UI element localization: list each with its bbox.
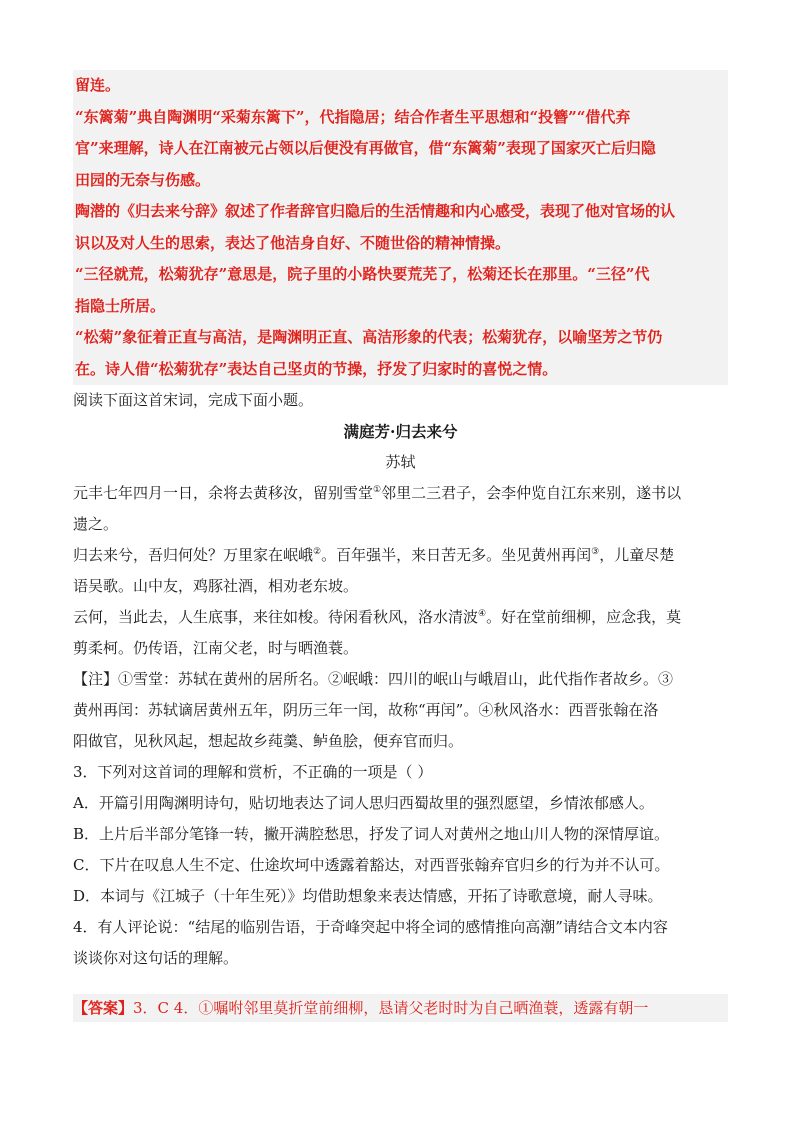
option-c: C．下片在叹息人生不定、仕途坎坷中透露着豁达，对西晋张翰弃官归乡的行为并不认可。 bbox=[73, 856, 670, 874]
answer-line: 陶潜的《归去来兮辞》叙述了作者辞官归隐后的生活情趣和内心感受，表现了他对官场的认 bbox=[75, 202, 676, 220]
option-b: B．上片后半部分笔锋一转，撇开满腔愁思，抒发了词人对黄州之地山川人物的深情厚谊。 bbox=[73, 825, 670, 843]
poem-text: 归去来兮，吾归何处？万里家在岷峨 bbox=[73, 546, 314, 564]
poem-text: ，儿童尽楚 bbox=[599, 546, 675, 564]
question-body bbox=[73, 385, 728, 974]
option-a: A．开篇引用陶渊明诗句，贴切地表达了词人思归西蜀故里的强烈愿望，乡情浓郁感人。 bbox=[73, 794, 654, 812]
poem-preface-end: 遗之。 bbox=[73, 515, 119, 533]
footnote-marker: ① bbox=[373, 485, 382, 495]
answer-line: 指隐士所居。 bbox=[75, 296, 166, 315]
poem-stanza-2 bbox=[73, 602, 728, 633]
poem-stanza-1 bbox=[73, 540, 728, 571]
answer-line: 留连。 bbox=[75, 76, 121, 94]
poem-text: 。好在堂前细柳，应念我，莫 bbox=[486, 608, 682, 626]
question-3-stem: 3．下列对这首词的理解和赏析，不正确的一项是（ ） bbox=[73, 763, 433, 781]
question-4-stem-end: 谈谈你对这句话的理解。 bbox=[73, 949, 239, 967]
preface-text: 邻里二三君子，会李仲览自江东来别，遂书以 bbox=[381, 484, 682, 502]
previous-answer-block bbox=[73, 70, 728, 385]
poem-text: 。百年强半，来日苦无多。坐见黄州再闰 bbox=[321, 546, 592, 564]
question-4-stem: 4．有人评论说：“结尾的临别告语，于奇峰突起中将全词的感情推向高潮”请结合文本内容 bbox=[73, 918, 668, 936]
document-page bbox=[73, 70, 728, 974]
notes-line: 【注】①雪堂：苏轼在黄州的居所名。②岷峨：四川的岷山与峨眉山，此代指作者故乡。③ bbox=[73, 670, 674, 688]
answer-line: 官”来理解，诗人在江南被元占领以后便没有再做官，借“东篱菊”表现了国家灭亡后归隐 bbox=[75, 139, 656, 157]
option-d: D．本词与《江城子（十年生死）》均借助想象来表达情感，开拓了诗歌意境，耐人寻味。 bbox=[73, 887, 663, 905]
answer-tag: 【答案】 bbox=[73, 999, 134, 1017]
poem-title: 满庭芳·归去来兮 bbox=[343, 422, 458, 441]
reading-instruction: 阅读下面这首宋词，完成下面小题。 bbox=[73, 391, 314, 409]
notes-line: 阳做官，见秋风起，想起故乡莼羹、鲈鱼脍，便弃官而归。 bbox=[73, 732, 464, 750]
answer-line-block bbox=[73, 994, 728, 1022]
answer-line: 田园的无奈与伤感。 bbox=[75, 170, 211, 189]
poem-preface bbox=[73, 478, 728, 509]
notes-line: 黄州再闰：苏轼谪居黄州五年，阴历三年一闰，故称“再闰”。④秋风洛水：西晋张翰在洛 bbox=[73, 701, 659, 719]
poem-author: 苏轼 bbox=[385, 453, 416, 471]
answer-line: 识以及对人生的思索，表达了他洁身自好、不随世俗的精神情操。 bbox=[75, 233, 511, 252]
poem-stanza-1-end: 语吴歌。山中友，鸡豚社酒，相劝老东坡。 bbox=[73, 577, 359, 595]
footnote-marker: ③ bbox=[591, 547, 600, 557]
answer-line: “东篱菊”典自陶渊明“采菊东篱下”，代指隐居；结合作者生平思想和“投簪”“借代弃 bbox=[75, 107, 631, 126]
answer-line: “三径就荒，松菊犹存”意思是，院子里的小路快要荒芜了，松菊还长在那里。“三径”代 bbox=[75, 265, 650, 283]
answer-line: 在。诗人借“松菊犹存”表达自己坚贞的节操，抒发了归家时的喜悦之情。 bbox=[75, 359, 558, 378]
poem-stanza-2-end: 剪柔柯。仍传语，江南父老，时与晒渔蓑。 bbox=[73, 639, 359, 657]
footnote-marker: ④ bbox=[478, 609, 487, 619]
footnote-marker: ② bbox=[313, 547, 322, 557]
answer-text: 3．C 4．①嘱咐邻里莫折堂前细柳，恳请父老时时为自己晒渔蓑，透露有朝一 bbox=[133, 999, 649, 1017]
answer-line: “松菊”象征着正直与高洁，是陶渊明正直、高洁形象的代表；松菊犹存，以喻坚芳之节仍 bbox=[75, 328, 663, 346]
preface-text: 元丰七年四月一日，余将去黄移汝，留别雪堂 bbox=[73, 484, 374, 502]
poem-text: 云何，当此去，人生底事，来往如梭。待闲看秋风，洛水清波 bbox=[73, 608, 479, 626]
